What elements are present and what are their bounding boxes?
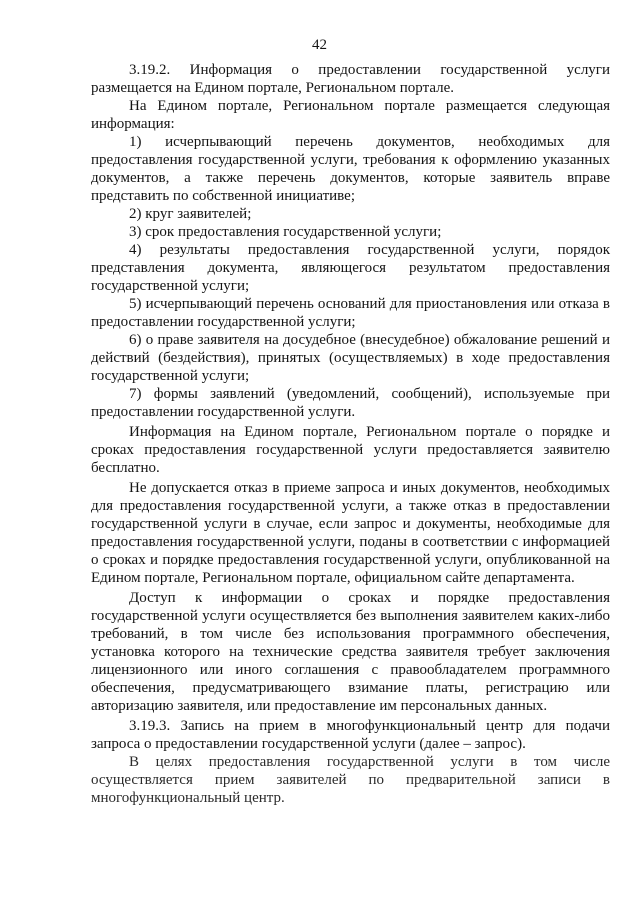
list-item-5: 5) исчерпывающий перечень оснований для приостановления или отказа в предоставлении государственной услуги; xyxy=(91,296,610,330)
paragraph-3-19-3: 3.19.3. Запись на прием в многофункциональный центр для подачи запроса о предоставлении государственной услуги (далее – запрос). xyxy=(91,718,610,752)
list-item-4: 4) результаты предоставления государственной услуги, порядок представления документа, являющегося результатом предоставления государственной услуги; xyxy=(91,242,610,294)
paragraph-preliminary-record: В целях предоставления государственной услуги в том числе осуществляется прием заявителей по предварительной записи в многофункциональный центр. xyxy=(91,754,610,806)
paragraph-3-19-2: 3.19.2. Информация о предоставлении государственной услуги размещается на Едином портале, Региональном портале. xyxy=(91,62,610,96)
paragraph-no-refusal: Не допускается отказ в приеме запроса и иных документов, необходимых для предоставления государственной услуги, а также отказ в предоставлении государственной услуги в случае, если запрос и документы, необходимые для предоставления государственной услуги, поданы в соответствии с информацией о сроках и порядке предоставления государственной услуги, опубликованной на Едином портале, Региональном портале, официальном сайте департамента. xyxy=(91,480,610,586)
list-item-7: 7) формы заявлений (уведомлений, сообщений), используемые при предоставлении государственной услуги. xyxy=(91,386,610,420)
page-number: 42 xyxy=(312,37,327,53)
paragraph-portal-info-intro: На Едином портале, Региональном портале размещается следующая информация: xyxy=(91,98,610,132)
document-body xyxy=(91,61,610,807)
paragraph-free-info: Информация на Едином портале, Региональном портале о порядке и сроках предоставления государственной услуги предоставляется заявителю бесплатно. xyxy=(91,424,610,476)
list-item-3: 3) срок предоставления государственной услуги; xyxy=(129,224,442,240)
paragraph-access: Доступ к информации о сроках и порядке предоставления государственной услуги осуществляется без выполнения заявителем каких-либо требований, в том числе без использования программного обеспечения, установка которого на технические средства заявителя требует заключения лицензионного или иного соглашения с правообладателем программного обеспечения, предусматривающего взимание платы, регистрацию или авторизацию заявителя, или предоставление им персональных данных. xyxy=(91,590,610,714)
list-item-1: 1) исчерпывающий перечень документов, необходимых для предоставления государственной услуги, требования к оформлению указанных документов, а также перечень документов, которые заявитель вправе представить по собственной инициативе; xyxy=(91,134,610,204)
list-item-6: 6) о праве заявителя на досудебное (внесудебное) обжалование решений и действий (бездействия), принятых (осуществляемых) в ходе предоставления государственной услуги; xyxy=(91,332,610,384)
list-item-2: 2) круг заявителей; xyxy=(129,206,252,222)
